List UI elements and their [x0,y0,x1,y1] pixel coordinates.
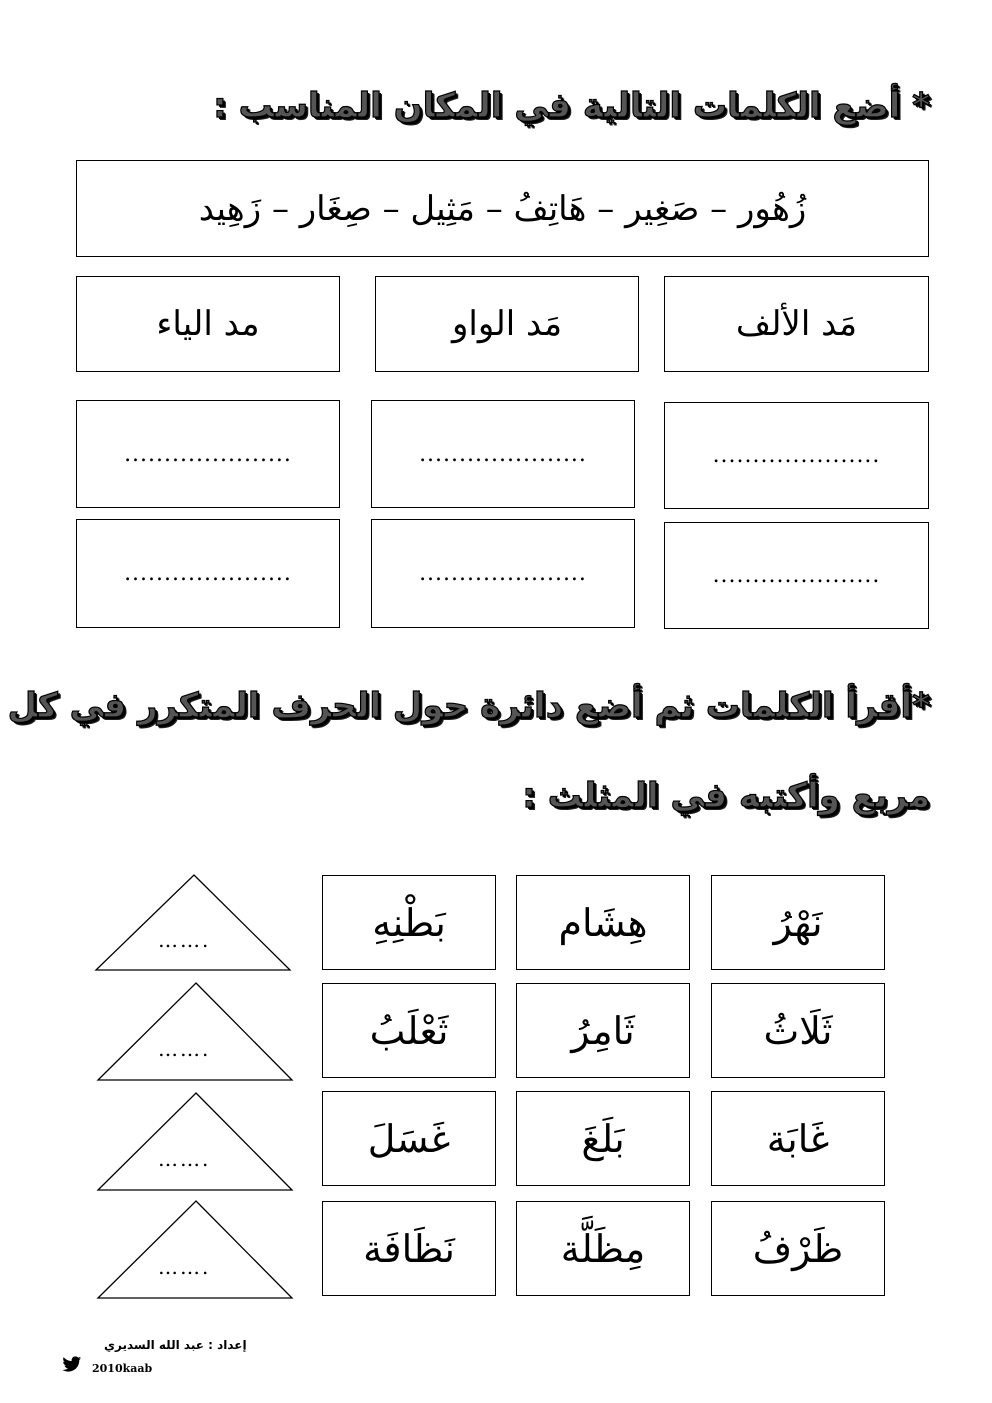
blank-dots: ..................... [124,561,292,586]
word-cell[interactable] [322,1201,496,1296]
category-label: مَد الألف [735,304,858,344]
word-cell[interactable] [516,1091,690,1186]
word-bank-box [76,160,929,257]
word-text: ثَامِرُ [571,1008,635,1053]
answer-blank[interactable] [664,402,929,509]
word-text: نَهْرُ [773,900,823,945]
word-cell[interactable] [711,1091,885,1186]
answer-blank[interactable] [371,400,635,508]
word-text: ظَرْفُ [752,1226,844,1271]
word-text: غَابَة [766,1116,830,1161]
section2-title-line1: *أقرأ الكلمات ثم أضع دائرة حول الحرف المتكرر في كل [7,686,930,726]
twitter-bird-icon [62,1356,82,1373]
word-text: بَطْنِهِ [372,900,446,945]
word-text: نَظَافَة [363,1226,455,1271]
category-yaa-box [76,276,340,372]
word-cell[interactable] [516,875,690,970]
triangle-blank: ……. [158,1147,211,1171]
word-text: مِظَلَّة [560,1226,646,1271]
word-cell[interactable] [322,983,496,1078]
answer-blank[interactable] [664,522,929,629]
section2-title-line2: مربع وأكتبه في المثلث : [522,776,930,816]
answer-triangle[interactable] [96,981,296,1083]
word-cell[interactable] [516,1201,690,1296]
category-waw-box [375,276,639,372]
answer-triangle[interactable] [96,1091,296,1193]
section1-title: * أضع الكلمات التالية في المكان المناسب : [213,86,930,126]
word-text: غَسَلَ [367,1116,451,1161]
author-credit: إعداد : عبد الله السديري [104,1338,247,1352]
word-text: بَلَغَ [581,1116,625,1161]
blank-dots: ..................... [712,443,881,468]
answer-blank[interactable] [76,519,340,628]
category-alef-box [664,276,929,372]
answer-blank[interactable] [76,400,340,508]
word-cell[interactable] [711,1201,885,1296]
triangle-blank: ……. [158,928,211,952]
category-label: مد الياء [156,304,260,344]
triangle-blank: ……. [158,1255,211,1279]
word-bank-text: زُهُور – صَغِير – هَاتِفُ – مَثِيل – صِغَار – زَهِيد [198,188,807,229]
author-handle: 2010kaab [92,1362,153,1375]
blank-dots: ..................... [712,563,881,588]
word-cell[interactable] [711,875,885,970]
word-cell[interactable] [516,983,690,1078]
word-cell[interactable] [711,983,885,1078]
answer-blank[interactable] [371,519,635,628]
answer-triangle[interactable] [94,873,294,973]
word-text: ثَعْلَبُ [369,1008,449,1053]
blank-dots: ..................... [419,441,587,467]
word-text: ثَلَاثُ [763,1008,833,1053]
word-cell[interactable] [322,1091,496,1186]
word-cell[interactable] [322,875,496,970]
blank-dots: ..................... [124,441,292,467]
category-label: مَد الواو [451,304,563,344]
answer-triangle[interactable] [96,1199,296,1301]
word-text: هِشَام [558,900,648,945]
blank-dots: ..................... [419,561,587,586]
triangle-blank: ……. [158,1037,211,1061]
